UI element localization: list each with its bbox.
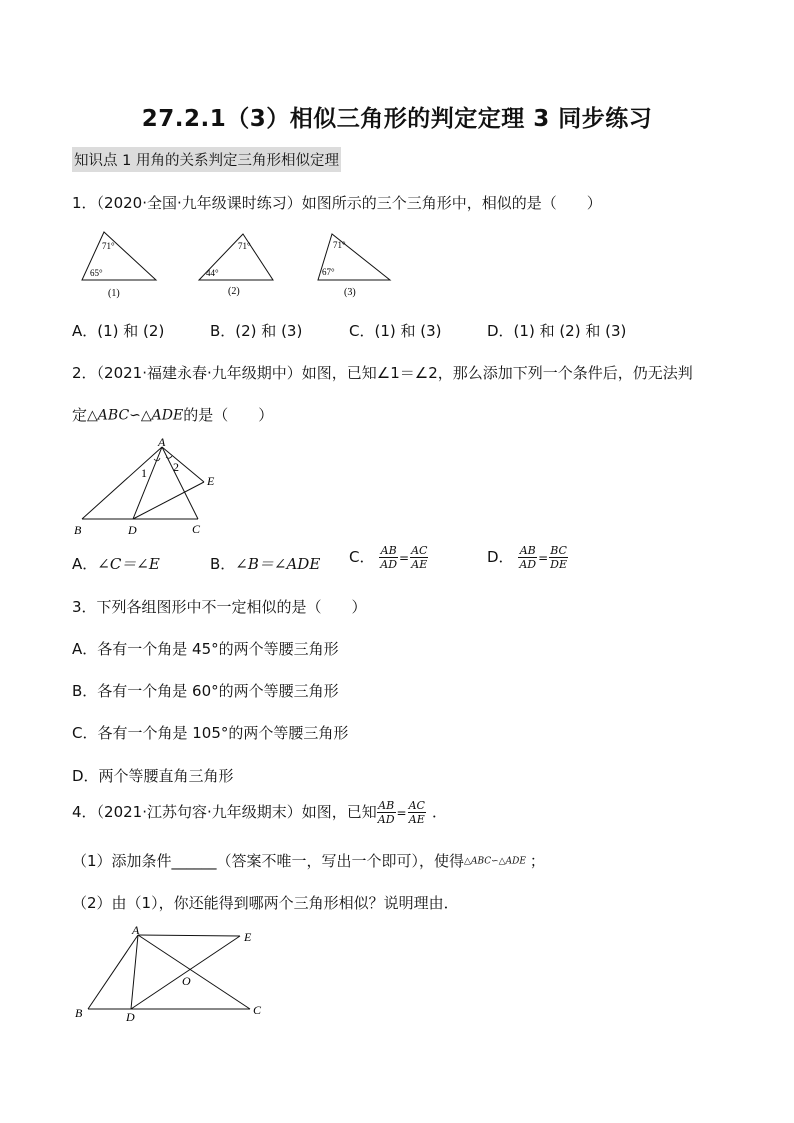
q1-option-b: B．(2) 和 (3) (210, 322, 303, 340)
triangle-3-bottom-angle: 67° (322, 267, 335, 277)
q2-label-d: D (128, 523, 137, 537)
fraction: $\frac{BC}{DE}$ (550, 544, 568, 571)
q2-stem-prefix: 定 (72, 406, 88, 424)
triangle-2-bottom-angle: 44° (206, 268, 219, 278)
q1-stem: 1．（2020·全国·九年级课时练习）如图所示的三个三角形中，相似的是（ ） (72, 194, 602, 212)
triangle-1-bottom-angle: 65° (90, 268, 103, 278)
q2-geometry-figure (70, 435, 230, 540)
triangle-3-top-angle: 71° (333, 240, 346, 250)
fraction: $\frac{AC}{AE}$ (411, 544, 428, 571)
q4-label-d: D (126, 1010, 135, 1024)
q3-option-d: D．两个等腰直角三角形 (72, 767, 234, 785)
q2-stem-line1: 2．（2021·福建永春·九年级期中）如图，已知∠1＝∠2，那么添加下列一个条件后，仍无法判 (72, 364, 693, 382)
fraction: $\frac{AB}{AD}$ (519, 544, 537, 571)
q2-label-angle-2: 2 (173, 460, 179, 474)
q4-part1: （1）添加条件______（答案不唯一，写出一个即可），使得△ABC∽△ADE ； (72, 852, 545, 870)
q2-stem-line2 (72, 404, 273, 425)
fraction: $\frac{AB}{AD}$ (377, 799, 395, 826)
q4-part2: （2）由（1），你还能得到哪两个三角形相似？说明理由． (72, 894, 459, 912)
q4-geometry-figure (72, 925, 272, 1025)
q3-option-c: C．各有一个角是 105°的两个等腰三角形 (72, 724, 349, 742)
q2-stem-suffix: 的是（ ） (183, 406, 274, 424)
q2-label-e: E (207, 474, 215, 488)
q2-option-b: B．∠B＝∠ADE (210, 555, 321, 573)
q2-label-c: C (192, 522, 201, 536)
triangle-1-caption: (1) (108, 288, 120, 299)
q1-option-d: D．(1) 和 (2) 和 (3) (487, 322, 627, 340)
q4-label-a: A (132, 925, 140, 937)
q4-stem: 4．（2021·江苏句容·九年级期末）如图，已知 $\frac{AB}{AD}$ = $\frac{AC}{AE}$ ． (72, 799, 447, 826)
q2-label-a: A (158, 435, 166, 449)
triangle-3-caption: (3) (344, 287, 356, 298)
fraction: $\frac{AB}{AD}$ (380, 544, 398, 571)
q2-option-d: D． $\frac{AB}{AD}$ = $\frac{BC}{DE}$ (487, 544, 568, 571)
fraction: $\frac{AC}{AE}$ (408, 799, 425, 826)
q2-label-angle-1: 1 (141, 466, 147, 480)
triangle-1-top-angle: 71° (102, 241, 115, 251)
q1-triangles-figure (78, 228, 398, 300)
q2-label-b: B (74, 523, 82, 537)
q4-label-c: C (253, 1003, 262, 1017)
q3-option-a: A．各有一个角是 45°的两个等腰三角形 (72, 640, 339, 658)
q4-label-e: E (244, 930, 252, 944)
q2-option-a: A．∠C＝∠E (72, 555, 160, 573)
q3-option-b: B．各有一个角是 60°的两个等腰三角形 (72, 682, 339, 700)
q2-option-c: C． $\frac{AB}{AD}$ = $\frac{AC}{AE}$ (349, 544, 428, 571)
q1-option-a: A．(1) 和 (2) (72, 322, 165, 340)
section-heading: 知识点 1 用角的关系判定三角形相似定理 (72, 147, 341, 172)
triangle-2-top-angle: 71° (238, 241, 251, 251)
q1-option-c: C．(1) 和 (3) (349, 322, 442, 340)
page-title: 27.2.1（3）相似三角形的判定定理 3 同步练习 (141, 106, 653, 132)
triangle-2-caption: (2) (228, 286, 240, 297)
q4-label-b: B (75, 1006, 83, 1020)
q3-stem: 3．下列各组图形中不一定相似的是（ ） (72, 598, 367, 616)
q4-label-o: O (182, 974, 191, 988)
q2-similarity-statement: △ABC∽△ADE (87, 407, 184, 424)
